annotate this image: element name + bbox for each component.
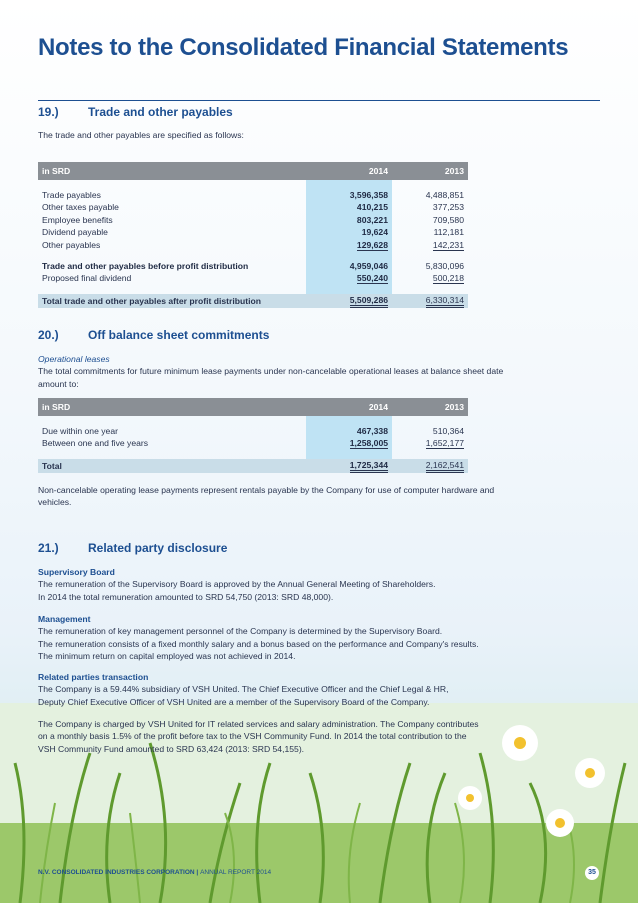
footer: N.V. CONSOLIDATED INDUSTRIES CORPORATION | ANNUAL REPORT 2014 [38, 869, 272, 876]
section-title: Off balance sheet commitments [88, 328, 270, 342]
table-row: Between one and five years 1,258,005 1,652,177 [42, 438, 464, 449]
section-number: 21.) [38, 541, 59, 555]
section-number: 19.) [38, 105, 59, 119]
table-row: Trade payables 3,596,358 4,488,851 [42, 190, 464, 200]
section-19-heading [38, 105, 233, 119]
table-row: Employee benefits 803,221 709,580 [42, 214, 464, 225]
table-header [38, 162, 468, 180]
section-21-heading [38, 541, 227, 555]
section-title: Trade and other payables [88, 105, 233, 119]
subheading: Operational leases [38, 354, 110, 364]
header-2013: 2013 [392, 162, 468, 180]
header-label: in SRD [38, 162, 306, 180]
table-row: Other taxes payable 410,215 377,253 [42, 202, 464, 213]
dividend-row: Proposed final dividend 550,240 500,218 [42, 273, 464, 284]
table-row: Other payables 129,628 142,231 [42, 239, 464, 250]
title-rule [38, 100, 600, 101]
related-parties-block: Related parties transaction The Company is a 59.44% subsidiary of VSH United. The Chief Executive Officer and the Chief Legal & HR, Deputy Chief Executive Officer of VSH United are a member of the Supervisory Board of the Company. [38, 672, 449, 707]
page-number: 35 [585, 866, 599, 880]
page-title: Notes to the Consolidated Financial Statements [38, 34, 569, 61]
section-19-intro: The trade and other payables are specified as follows: [38, 130, 244, 140]
lease-table [38, 398, 468, 473]
table-row: Dividend payable 19,624 112,181 [42, 227, 464, 238]
charges-block: The Company is charged by VSH United for IT related services and salary administration. The Company contributes on a monthly basis 1.5% of the profit before tax to the VSH Community Fund. In 2014 the total contribution to the VSH Community Fund amounted to SRD 63,424 (2013: SRD 54,155). [38, 719, 479, 754]
total-row: Total trade and other payables after profit distribution 5,509,286 6,330,314 [38, 294, 468, 308]
management-block: Management The remuneration of key management personnel of the Company is determined by the Supervisory Board. The remuneration consists of a fixed monthly salary and a bonus based on the performance and Company's results. The minimum return on capital employed was not achieved in 2014. [38, 614, 479, 662]
section-20-heading [38, 328, 269, 342]
header-2014: 2014 [306, 162, 392, 180]
section-number: 20.) [38, 328, 59, 342]
section-20-body: Operational leases The total commitments for future minimum lease payments under non-cancelable operational leases at balance sheet date amount to: [38, 354, 504, 389]
total-row: Total 1,725,344 2,162,541 [38, 459, 468, 473]
section-20-note: Non-cancelable operating lease payments represent rentals payable by the Company for use of computer hardware and vehicles. [38, 485, 495, 508]
section-title: Related party disclosure [88, 541, 228, 555]
subtotal-row: Trade and other payables before profit distribution 4,959,046 5,830,096 [42, 261, 464, 272]
supervisory-board-block: Supervisory Board The remuneration of the Supervisory Board is approved by the Annual General Meeting of Shareholders. In 2014 the total remuneration amounted to SRD 54,750 (2013: SRD 48,000). [38, 567, 436, 602]
table-header: in SRD 2014 2013 [38, 398, 468, 416]
payables-table [38, 162, 468, 308]
table-row: Due within one year 467,338 510,364 [42, 426, 464, 436]
